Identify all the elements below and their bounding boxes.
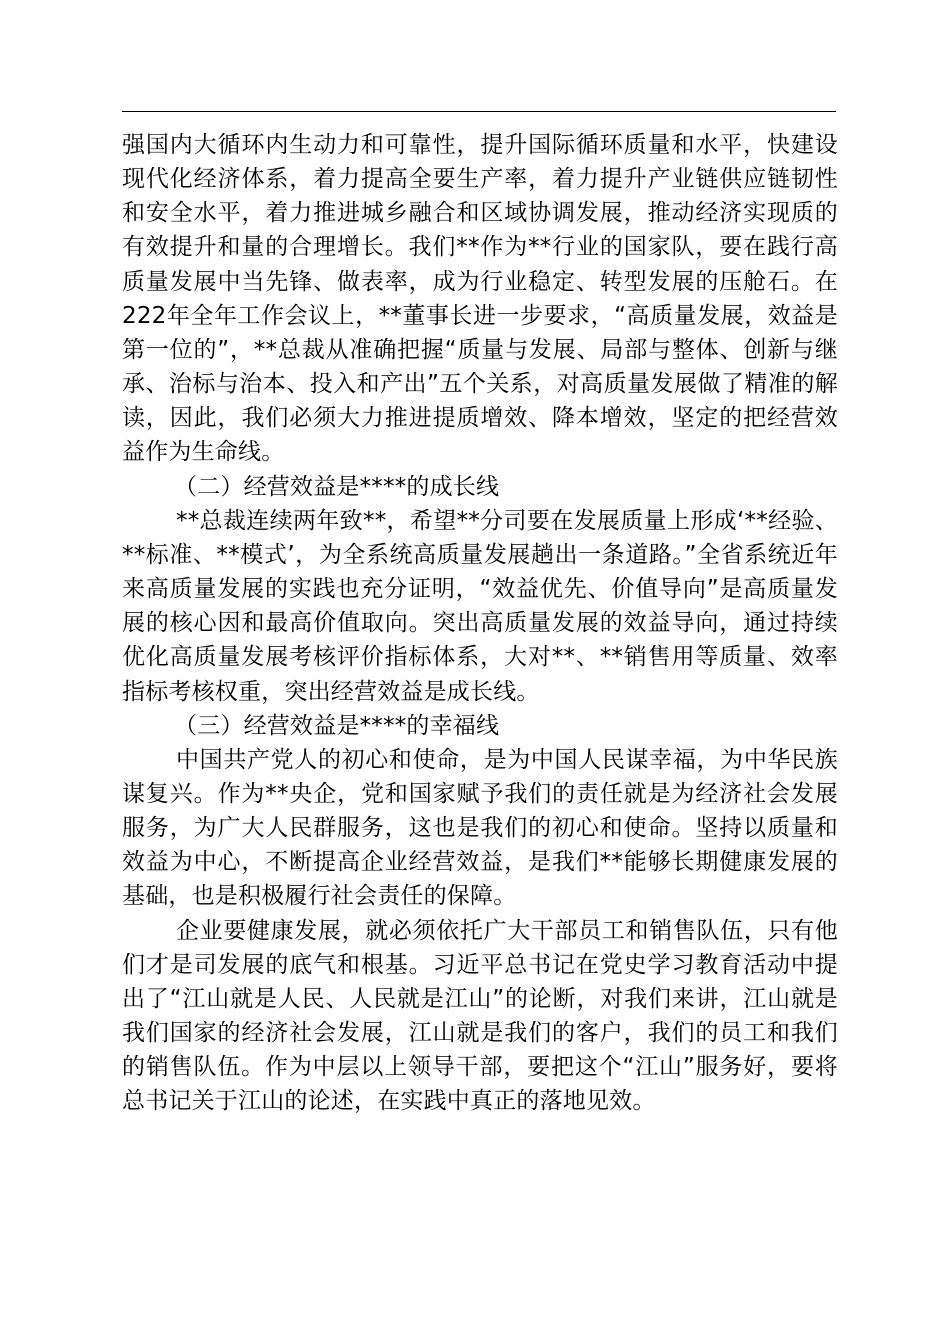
document-body xyxy=(122,128,838,1119)
header-rule xyxy=(122,111,836,112)
section-heading: （三）经营效益是****的幸福线 xyxy=(174,712,500,739)
section-heading: （二）经营效益是****的成长线 xyxy=(174,473,500,500)
body-paragraph: 强国内大循环内生动力和可靠性，提升国际循环质量和水平，快建设现代化经济体系，着力提高全要生产率，着力提升产业链供应链韧性和安全水平，着力推进城乡融合和区域协调发展，推动经济实现质的有效提升和量的合理增长。我们**作为**行业的国家队，要在践行高质量发展中当先锋、做表率，成为行业稳定、转型发展的压舱石。在222年全年工作会议上，**董事长进一步要求，“高质量发展，效益是第一位的”，**总裁从准确把握“质量与发展、局部与整体、创新与继承、治标与治本、投入和产出”五个关系，对高质量发展做了精准的解读，因此，我们必须大力推进提质增效、降本增效，坚定的把经营效益作为生命线。 xyxy=(122,132,838,466)
body-paragraph: **总裁连续两年致**，希望**分司要在发展质量上形成‘**经验、**标准、**模式’，为全系统高质量发展趟出一条道路。”全省系统近年来高质量发展的实践也充分证明，“效益优先、价值导向”是高质量发展的核心因和最高价值取向。突出高质量发展的效益导向，通过持续优化高质量发展考核评价指标体系，大对**、**销售用等质量、效率指标考核权重，突出经营效益是成长线。 xyxy=(122,507,838,705)
body-paragraph: 企业要健康发展，就必须依托广大干部员工和销售队伍，只有他们才是司发展的底气和根基。习近平总书记在党史学习教育活动中提出了“江山就是人民、人民就是江山”的论断，对我们来讲，江山就是我们国家的经济社会发展，江山就是我们的客户，我们的员工和我们的销售队伍。作为中层以上领导干部，要把这个“江山”服务好，要将总书记关于江山的论述，在实践中真正的落地见效。 xyxy=(122,917,838,1115)
body-paragraph: 中国共产党人的初心和使命，是为中国人民谋幸福，为中华民族谋复兴。作为**央企，党和国家赋予我们的责任就是为经济社会发展服务，为广大人民群服务，这也是我们的初心和使命。坚持以质量和效益为中心，不断提高企业经营效益，是我们**能够长期健康发展的基础，也是积极履行社会责任的保障。 xyxy=(122,746,838,910)
